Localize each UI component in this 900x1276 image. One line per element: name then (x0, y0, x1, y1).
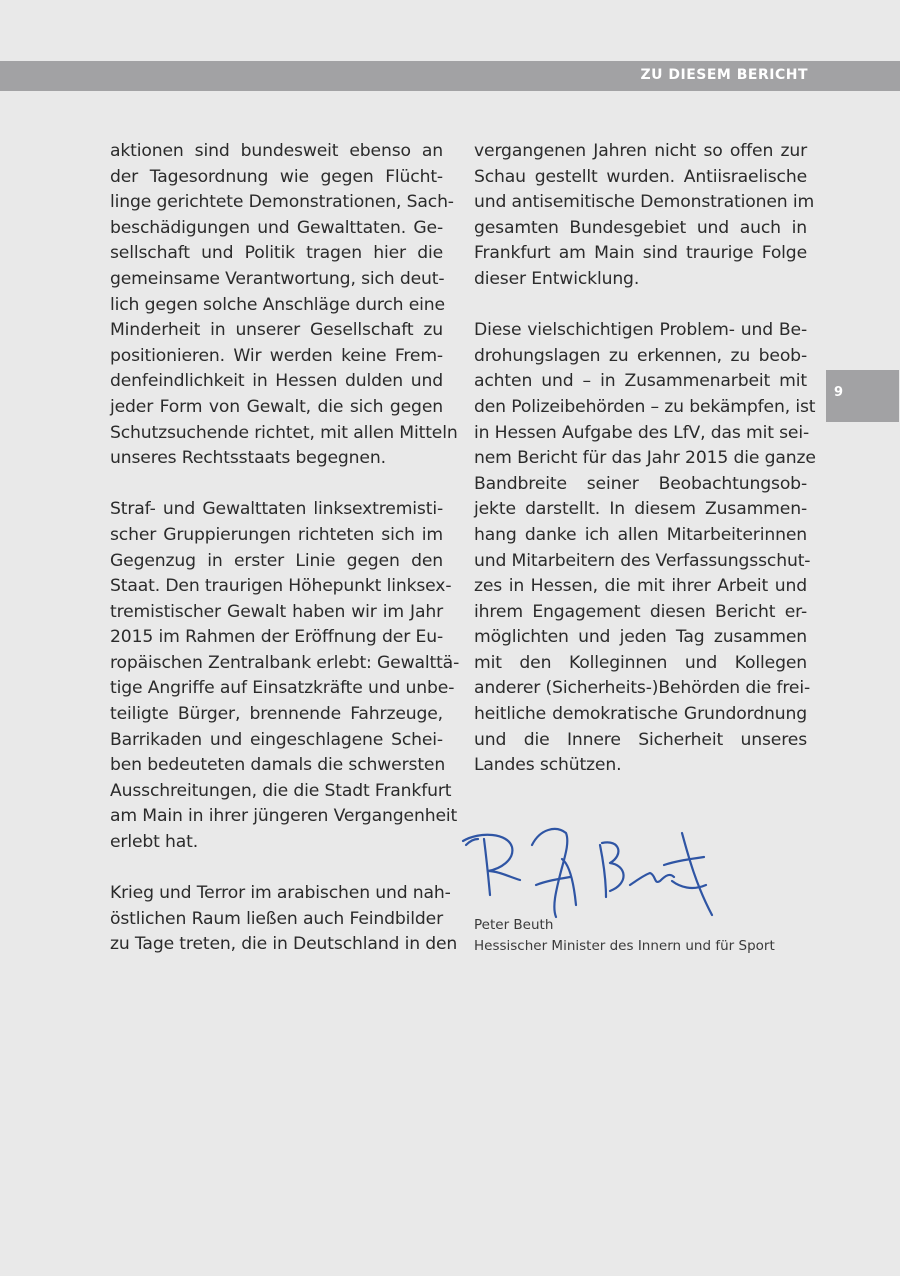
text-line: ihrem Engagement diesen Bericht er- (474, 601, 807, 622)
signatory-role: Hessischer Minister des Innern und für Sport (474, 938, 775, 954)
section-title: ZU DIESEM BERICHT (640, 67, 808, 83)
text-line: Bandbreite seiner Beobachtungsob- (474, 473, 807, 494)
text-line: in Hessen Aufgabe des LfV, das mit sei- (474, 422, 810, 443)
text-line: Diese vielschichtigen Problem- und Be- (474, 320, 807, 341)
text-line: östlichen Raum ließen auch Feindbilder (110, 908, 443, 929)
text-line: Krieg und Terror im arabischen und nah- (110, 883, 451, 904)
text-line: drohungslagen zu erkennen, zu beob- (474, 345, 807, 366)
text-line: hang danke ich allen Mitarbeiterinnen (474, 524, 807, 545)
text-line: ben bedeuteten damals die schwersten (110, 755, 446, 776)
text-line: Straf- und Gewalttaten linksextremisti- (110, 499, 443, 520)
text-line: Frankfurt am Main sind traurige Folge (474, 243, 807, 264)
text-line: und die Innere Sicherheit unseres (474, 729, 807, 750)
text-line: 2015 im Rahmen der Eröffnung der Eu- (110, 627, 443, 648)
text-line: gesamten Bundesgebiet und auch in (474, 217, 807, 238)
text-line: und antisemitische Demonstrationen im (474, 192, 815, 213)
text-line: vergangenen Jahren nicht so offen zur (474, 141, 807, 161)
text-line: aktionen sind bundesweit ebenso an (110, 141, 443, 161)
text-line: Landes schützen. (474, 755, 622, 776)
text-line: und Mitarbeitern des Verfassungsschut- (474, 550, 811, 571)
text-line: ropäischen Zentralbank erlebt: Gewalttä- (110, 652, 460, 673)
text-line: Staat. Den traurigen Höhepunkt linksex- (110, 576, 452, 597)
text-line: sellschaft und Politik tragen hier die (110, 243, 443, 264)
text-line: zes in Hessen, die mit ihrer Arbeit und (474, 576, 807, 597)
signature-image (460, 825, 720, 925)
text-line: zu Tage treten, die in Deutschland in den (110, 934, 458, 955)
text-line: jekte darstellt. In diesem Zusammen- (474, 499, 807, 520)
text-line: mit den Kolleginnen und Kollegen (474, 652, 807, 673)
text-line: anderer (Sicherheits-)Behörden die frei- (474, 678, 811, 699)
text-line: Ausschreitungen, die die Stadt Frankfurt (110, 780, 452, 801)
text-line: tremistischer Gewalt haben wir im Jahr (110, 601, 443, 622)
left-text-column (110, 139, 460, 958)
text-line: Schutzsuchende richtet, mit allen Mitteln (110, 422, 458, 443)
page-number: 9 (834, 385, 844, 400)
text-line: dieser Entwicklung. (474, 268, 640, 289)
text-line: beschädigungen und Gewalttaten. Ge- (110, 217, 443, 238)
text-line: Minderheit in unserer Gesellschaft zu (110, 320, 443, 341)
text-line: Barrikaden und eingeschlagene Schei- (110, 729, 443, 750)
text-line: Schau gestellt wurden. Antiisraelische (474, 166, 807, 187)
text-line: jeder Form von Gewalt, die sich gegen (110, 396, 443, 417)
text-line: tige Angriffe auf Einsatzkräfte und unbe- (110, 678, 455, 699)
text-line: achten und – in Zusammenarbeit mit (474, 371, 807, 392)
text-line: am Main in ihrer jüngeren Vergangenheit (110, 806, 458, 827)
text-line: Gegenzug in erster Linie gegen den (110, 550, 443, 571)
text-line: unseres Rechtsstaats begegnen. (110, 448, 386, 469)
text-line: möglichten und jeden Tag zusammen (474, 627, 807, 648)
text-line: erlebt hat. (110, 832, 199, 853)
text-line: denfeindlichkeit in Hessen dulden und (110, 371, 443, 392)
text-line: den Polizeibehörden – zu bekämpfen, ist (474, 396, 816, 417)
text-line: scher Gruppierungen richteten sich im (110, 524, 443, 545)
text-line: heitliche demokratische Grundordnung (474, 704, 807, 725)
paragraph-gap (474, 293, 807, 319)
text-line: gemeinsame Verantwortung, sich deut- (110, 268, 445, 289)
text-line: positionieren. Wir werden keine Frem- (110, 345, 443, 366)
text-line: nem Bericht für das Jahr 2015 die ganze (474, 448, 816, 469)
text-line: linge gerichtete Demonstrationen, Sach- (110, 192, 454, 213)
text-line: teiligte Bürger, brennende Fahrzeuge, (110, 704, 443, 725)
paragraph-gap (110, 856, 443, 882)
text-line: der Tagesordnung wie gegen Flücht- (110, 166, 443, 187)
text-line: lich gegen solche Anschläge durch eine (110, 294, 445, 315)
right-text-column (474, 139, 816, 779)
paragraph-gap (110, 472, 443, 498)
signatory-name: Peter Beuth (474, 917, 554, 933)
